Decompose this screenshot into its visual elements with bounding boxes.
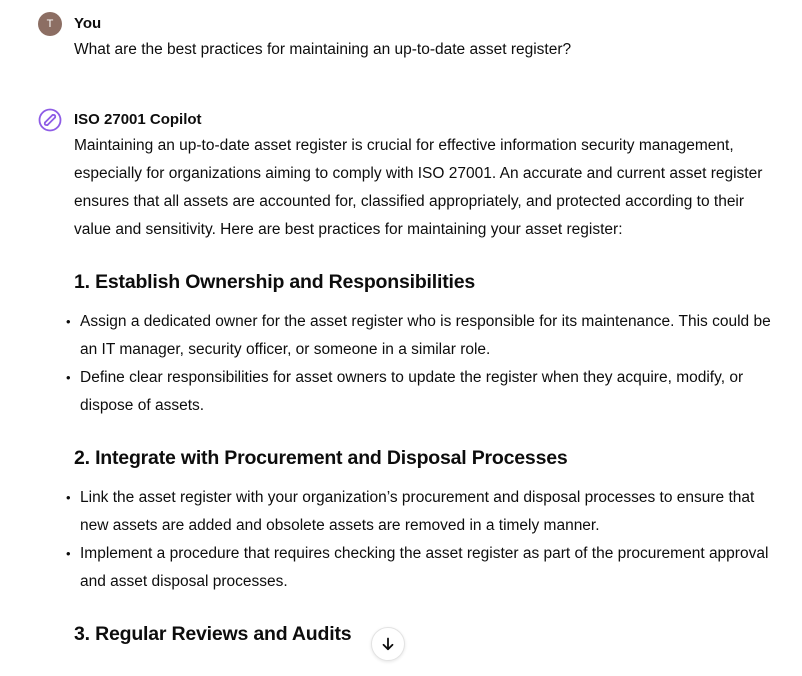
bullet-item: • Link the asset register with your organization’s procurement and disposal processes to ensure that new assets are added and obsolete assets are removed in a timely manner. xyxy=(74,484,774,540)
section-bullet-list xyxy=(74,308,774,420)
arrow-down-icon xyxy=(380,636,396,652)
section-bullet-list xyxy=(74,484,774,596)
user-author-name: You xyxy=(74,15,102,32)
answer-intro: Maintaining an up-to-date asset register is crucial for effective information security management, especially for organizations aiming to comply with ISO 27001. An accurate and current asset register ensures that all assets are accounted for, classified appropriately, and protected according to their value and sensitivity. Here are best practices for maintaining your asset register: xyxy=(74,137,763,238)
scroll-to-bottom-button[interactable] xyxy=(371,627,405,661)
user-message-text: What are the best practices for maintaining an up-to-date asset register? xyxy=(74,41,572,58)
section-heading: 1. Establish Ownership and Responsibilities xyxy=(74,271,475,293)
gpt-logo-icon xyxy=(38,108,62,132)
user-avatar: T xyxy=(38,12,62,36)
bullet-item: • Assign a dedicated owner for the asset register who is responsible for its maintenance. This could be an IT manager, security officer, or someone in a similar role. xyxy=(74,308,774,364)
assistant-author-name: ISO 27001 Copilot xyxy=(74,111,202,128)
bullet-item: • Implement a procedure that requires checking the asset register as part of the procurement approval and asset disposal processes. xyxy=(74,540,774,596)
bullet-item: • Define clear responsibilities for asset owners to update the register when they acquire, modify, or dispose of assets. xyxy=(74,364,774,420)
assistant-answer xyxy=(74,132,774,648)
section-heading: 2. Integrate with Procurement and Disposal Processes xyxy=(74,447,568,469)
section-heading: 3. Regular Reviews and Audits xyxy=(74,623,352,645)
